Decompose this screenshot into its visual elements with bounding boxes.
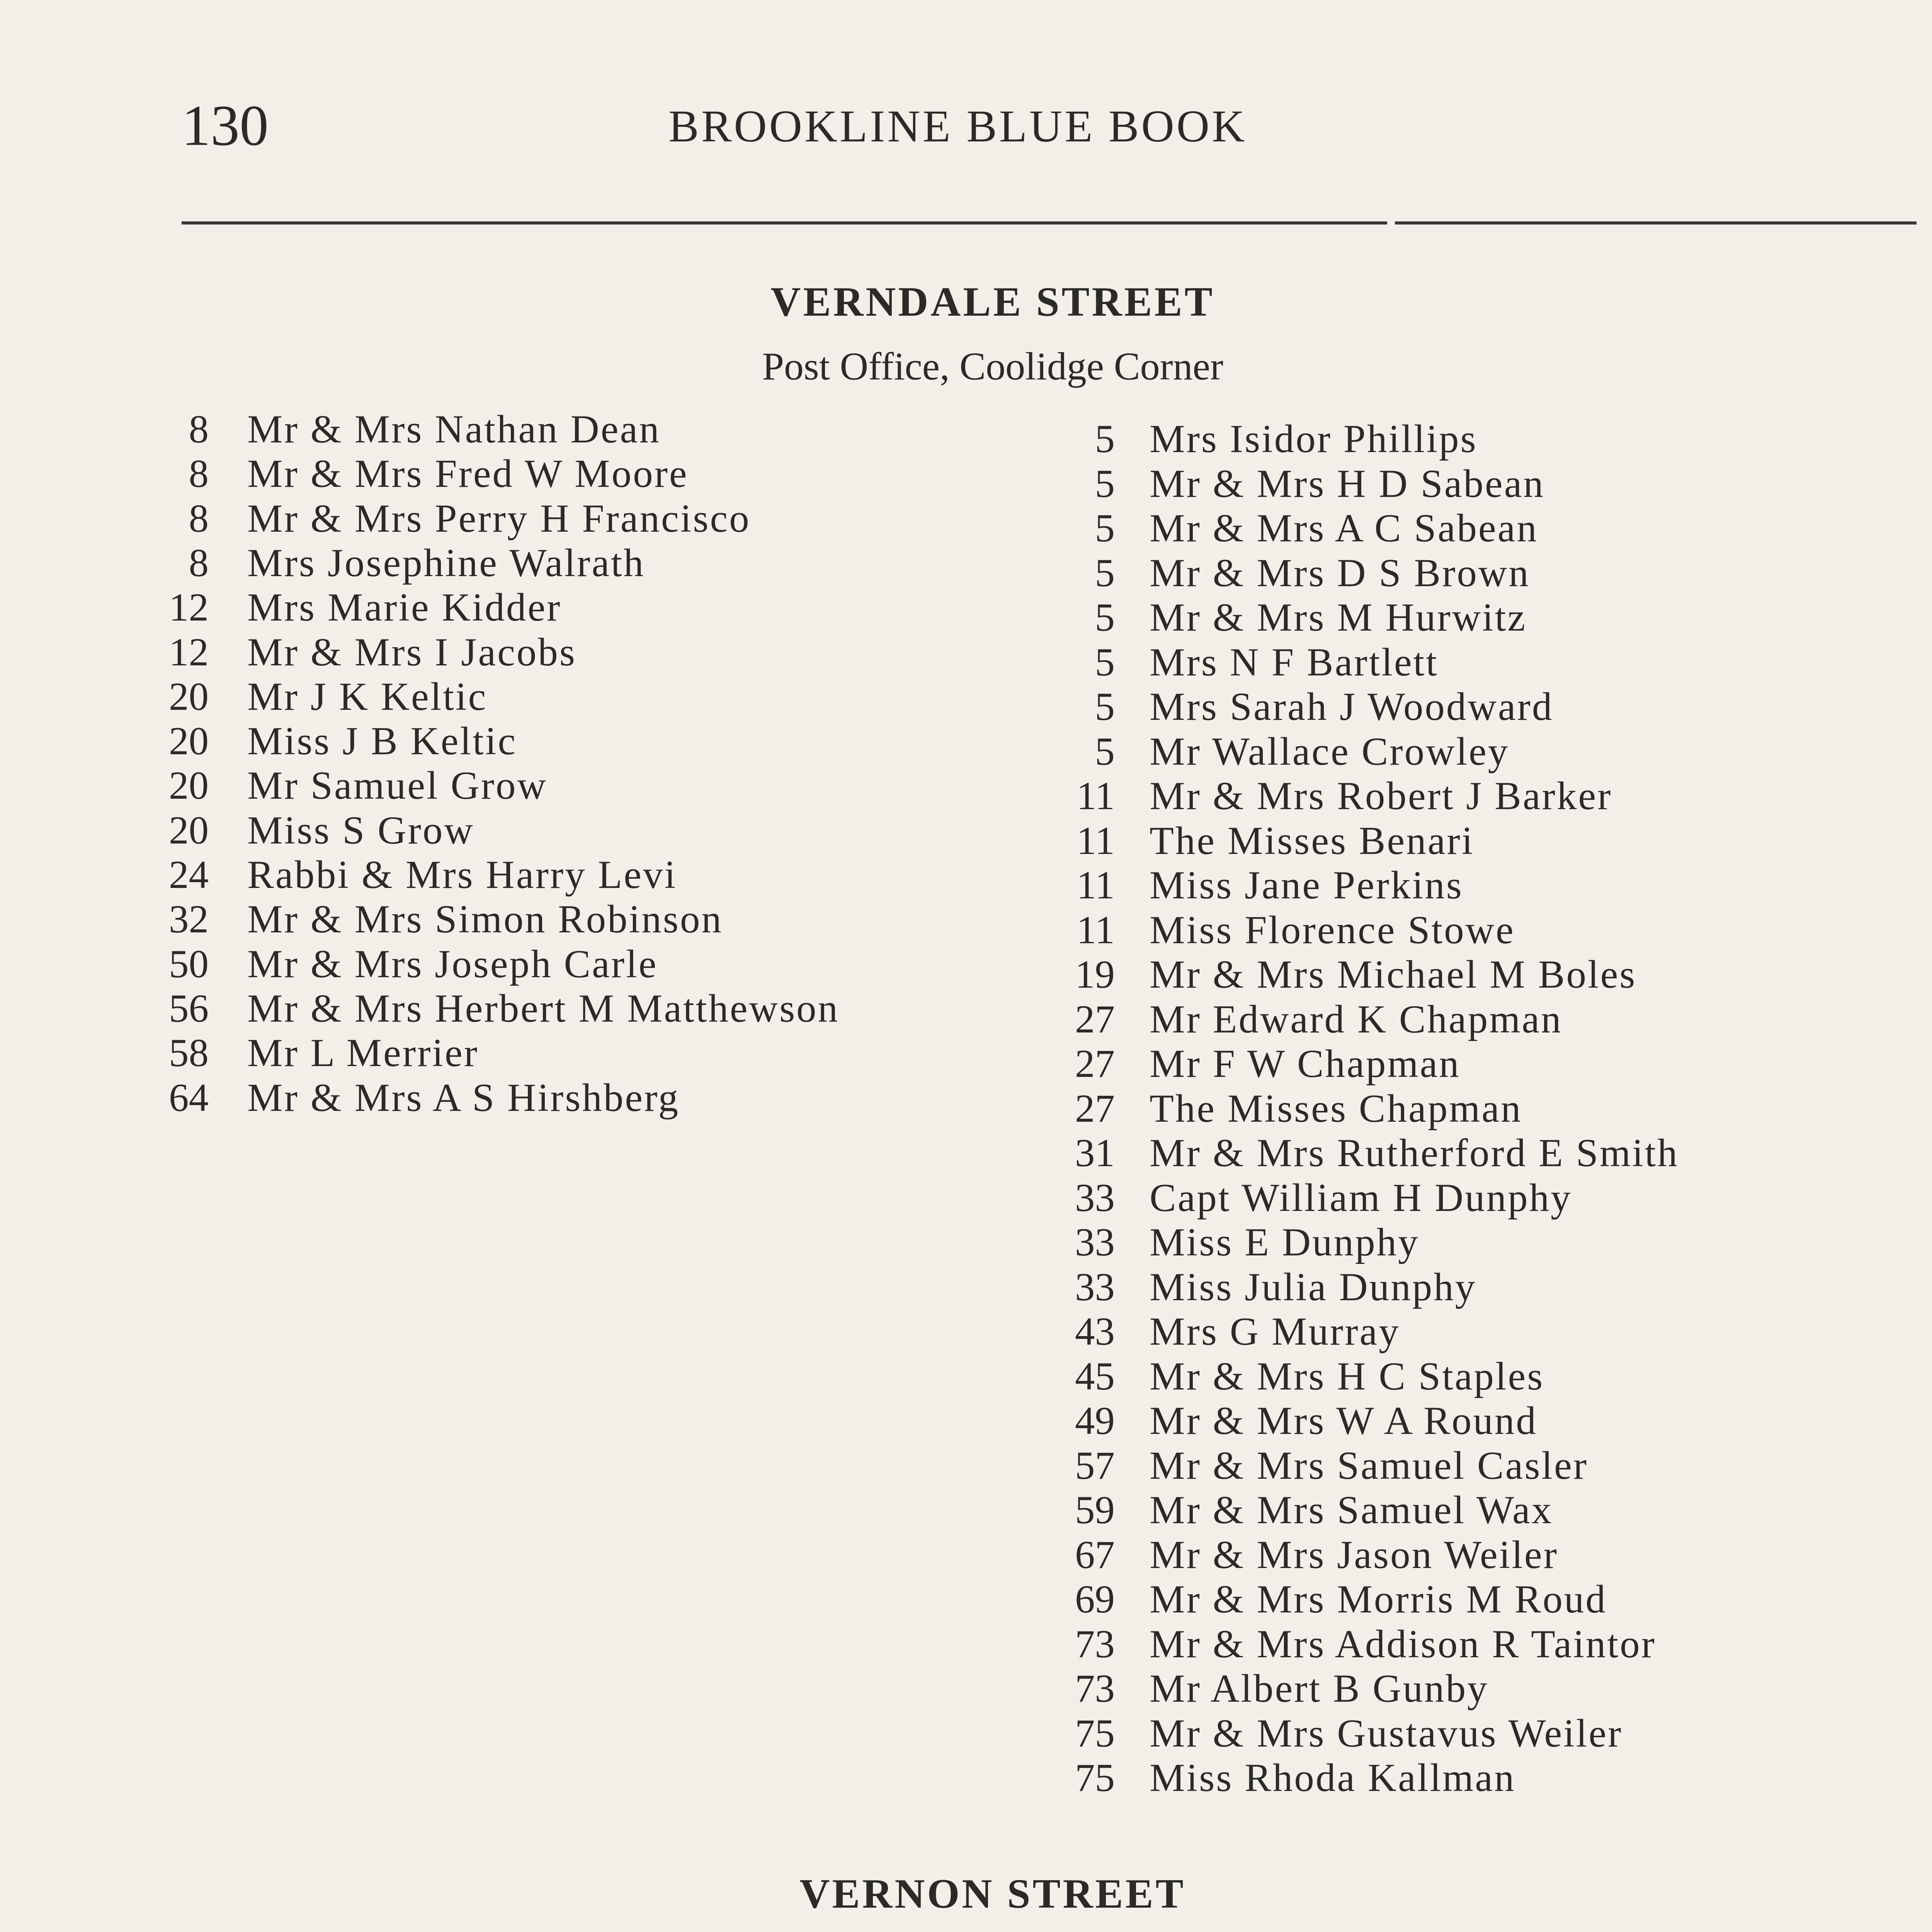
resident-name: Mr & Mrs Morris M Roud: [1150, 1577, 1607, 1621]
resident-name: Mr & Mrs Herbert M Matthewson: [247, 986, 840, 1031]
resident-name: The Misses Benari: [1150, 818, 1475, 863]
house-number: 8: [189, 541, 209, 585]
resident-name: Mrs Isidor Phillips: [1150, 417, 1478, 461]
house-number: 33: [1075, 1265, 1115, 1309]
resident-name: Mr & Mrs Simon Robinson: [247, 897, 723, 942]
resident-name: Mr & Mrs Rutherford E Smith: [1150, 1131, 1679, 1175]
resident-name: Miss S Grow: [247, 808, 474, 852]
resident-name: Miss Rhoda Kallman: [1150, 1756, 1516, 1800]
house-number: 19: [1075, 952, 1115, 997]
house-number: 12: [169, 585, 209, 630]
house-number: 64: [169, 1075, 209, 1120]
house-number: 20: [169, 719, 209, 764]
resident-name: Mr Edward K Chapman: [1150, 997, 1563, 1041]
section-post-office: Post Office, Coolidge Corner: [762, 345, 1223, 388]
resident-name: Rabbi & Mrs Harry Levi: [247, 853, 677, 897]
resident-name: Mrs Sarah J Woodward: [1150, 685, 1554, 729]
resident-name: Mr & Mrs D S Brown: [1150, 551, 1530, 595]
resident-name: Mr & Mrs W A Round: [1150, 1399, 1537, 1443]
resident-name: Mr Wallace Crowley: [1150, 729, 1510, 774]
house-number: 43: [1075, 1310, 1115, 1354]
house-number: 8: [189, 407, 209, 451]
resident-name: Mr & Mrs Nathan Dean: [247, 407, 661, 451]
house-number: 27: [1075, 997, 1115, 1041]
house-number: 27: [1075, 1086, 1115, 1131]
house-number: 11: [1076, 863, 1115, 907]
header-rule: [1395, 221, 1917, 224]
section-title: VERNDALE STREET: [770, 279, 1215, 325]
house-number: 56: [169, 986, 209, 1031]
house-number: 50: [169, 942, 209, 986]
resident-name: Mr & Mrs A C Sabean: [1150, 506, 1538, 550]
resident-name: The Misses Chapman: [1150, 1086, 1522, 1131]
house-number: 5: [1095, 640, 1115, 684]
house-number: 27: [1075, 1042, 1115, 1086]
resident-name: Miss Jane Perkins: [1150, 863, 1463, 907]
house-number: 49: [1075, 1399, 1115, 1443]
house-number: 67: [1075, 1532, 1115, 1577]
resident-name: Mr & Mrs Robert J Barker: [1150, 774, 1612, 818]
resident-name: Mr & Mrs Jason Weiler: [1150, 1532, 1558, 1577]
house-number: 45: [1075, 1354, 1115, 1398]
resident-name: Mrs Josephine Walrath: [247, 541, 645, 585]
resident-name: Mr & Mrs Michael M Boles: [1150, 952, 1637, 997]
house-number: 5: [1095, 729, 1115, 774]
house-number: 20: [169, 764, 209, 808]
resident-name: Mr Samuel Grow: [247, 764, 548, 808]
resident-name: Mr J K Keltic: [247, 674, 488, 719]
house-number: 73: [1075, 1667, 1115, 1711]
house-number: 31: [1075, 1131, 1115, 1175]
house-number: 5: [1095, 461, 1115, 506]
resident-name: Mr & Mrs Gustavus Weiler: [1150, 1711, 1623, 1755]
resident-name: Mr & Mrs Fred W Moore: [247, 452, 689, 496]
house-number: 20: [169, 808, 209, 852]
house-number: 75: [1075, 1756, 1115, 1800]
house-number: 59: [1075, 1488, 1115, 1532]
house-number: 11: [1076, 774, 1115, 818]
resident-name: Miss Florence Stowe: [1150, 908, 1515, 952]
house-number: 11: [1076, 908, 1115, 952]
house-number: 8: [189, 496, 209, 541]
house-number: 5: [1095, 417, 1115, 461]
page-number: 130: [182, 94, 269, 158]
resident-name: Mrs Marie Kidder: [247, 585, 562, 630]
resident-name: Mr Albert B Gunby: [1150, 1667, 1489, 1711]
house-number: 73: [1075, 1622, 1115, 1666]
house-number: 11: [1076, 818, 1115, 863]
running-title: BROOKLINE BLUE BOOK: [668, 101, 1247, 151]
resident-name: Mr & Mrs Perry H Francisco: [247, 496, 751, 541]
resident-name: Mrs N F Bartlett: [1150, 640, 1439, 684]
resident-name: Mr F W Chapman: [1150, 1042, 1461, 1086]
house-number: 5: [1095, 595, 1115, 639]
house-number: 33: [1075, 1220, 1115, 1264]
house-number: 8: [189, 452, 209, 496]
header-rule: [182, 221, 1387, 224]
resident-name: Mr & Mrs A S Hirshberg: [247, 1075, 680, 1120]
section-title: VERNON STREET: [799, 1871, 1186, 1917]
resident-name: Mr & Mrs H D Sabean: [1150, 461, 1545, 506]
resident-name: Mr & Mrs M Hurwitz: [1150, 595, 1527, 639]
resident-name: Capt William H Dunphy: [1150, 1175, 1572, 1220]
resident-name: Miss J B Keltic: [247, 719, 517, 764]
resident-name: Miss E Dunphy: [1150, 1220, 1420, 1264]
house-number: 20: [169, 674, 209, 719]
house-number: 58: [169, 1031, 209, 1075]
house-number: 69: [1075, 1577, 1115, 1621]
resident-name: Mr & Mrs Joseph Carle: [247, 942, 658, 986]
house-number: 24: [169, 853, 209, 897]
house-number: 5: [1095, 551, 1115, 595]
resident-name: Mrs G Murray: [1150, 1310, 1400, 1354]
house-number: 75: [1075, 1711, 1115, 1755]
resident-name: Mr L Merrier: [247, 1031, 479, 1075]
house-number: 5: [1095, 506, 1115, 550]
house-number: 12: [169, 630, 209, 674]
resident-name: Mr & Mrs I Jacobs: [247, 630, 577, 674]
resident-name: Mr & Mrs Samuel Casler: [1150, 1443, 1588, 1488]
resident-name: Miss Julia Dunphy: [1150, 1265, 1477, 1309]
resident-name: Mr & Mrs H C Staples: [1150, 1354, 1544, 1398]
house-number: 32: [169, 897, 209, 942]
house-number: 5: [1095, 685, 1115, 729]
house-number: 57: [1075, 1443, 1115, 1488]
house-number: 33: [1075, 1175, 1115, 1220]
resident-name: Mr & Mrs Samuel Wax: [1150, 1488, 1553, 1532]
resident-name: Mr & Mrs Addison R Taintor: [1150, 1622, 1656, 1666]
